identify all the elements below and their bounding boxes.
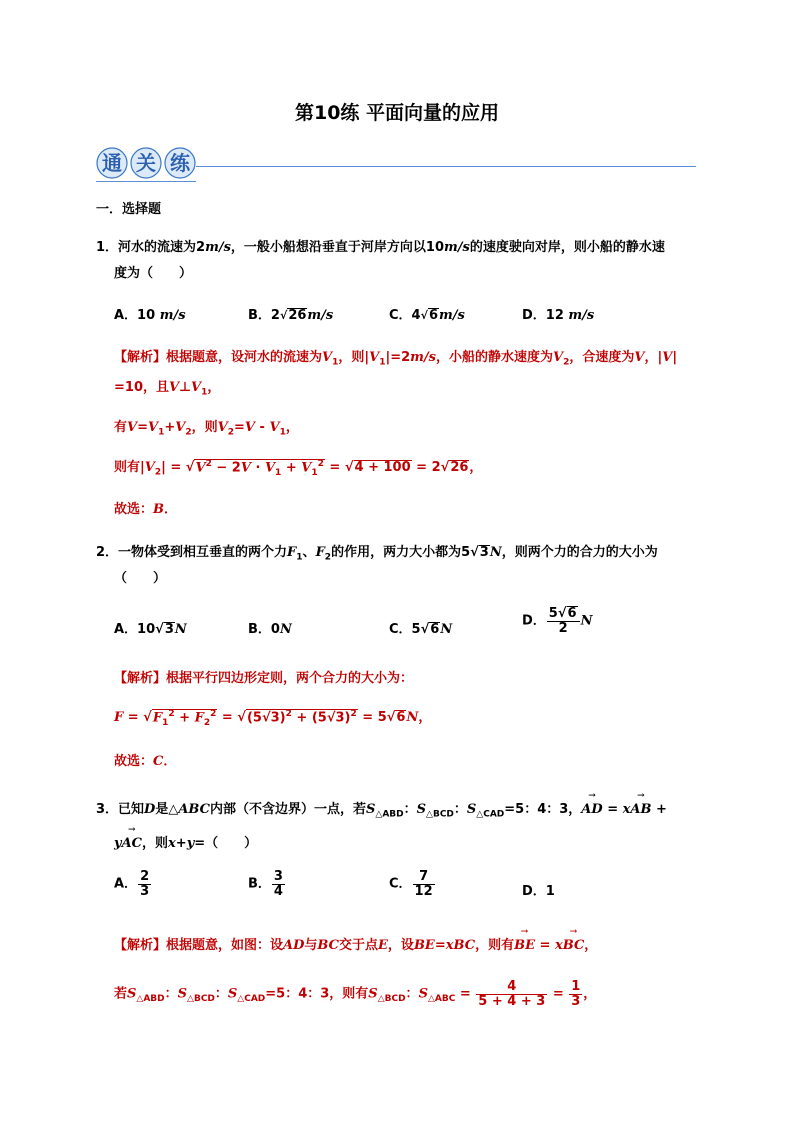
section-heading: 一．选择题 — [96, 202, 162, 217]
svg-text:关: 关 — [136, 151, 156, 175]
q1-stem-line2: 度为（ ） — [114, 266, 193, 281]
svg-text:练: 练 — [170, 151, 190, 175]
q3-solution-line1: 【解析】根据题意，如图：设AD与BC交于点E，设BE=xBC，则有→ BE = x→ BC， — [114, 934, 597, 953]
q1-solution-line2: =10，且$V\perp V_1$， — [114, 380, 221, 398]
q2-option-d[interactable]: D． $\frac{5√6}{2}$ N — [522, 606, 593, 637]
q1-option-d[interactable]: D．12 m/s — [522, 308, 595, 323]
q1-solution-line4: 则有$|V_2| = √V^2 - 2V \cdot V_1 + V_1^2 = √4 + 100 = 2√26$， — [114, 458, 483, 478]
q2-solution-line2: $F = √F_1^2 + F_2^2 = √(5√3)^2 + (5√3)^2 = 5√6N$， — [114, 708, 432, 728]
q3-option-b[interactable]: B． $\frac{3}{4}$ — [248, 869, 283, 899]
q1-stem-line1: 1．河水的流速为2m/s，一般小船想沿垂直于河岸方向以10m/s的速度驶向对岸，则小船的静水速 — [96, 240, 665, 255]
q1-option-a[interactable]: A．10 m/s — [114, 308, 186, 323]
q3-stem-line1: 3．已知D是△ABC内部（不含边界）一点，若$S_{\triangle ABD}$：$S_{\triangle BCD}$：$S_{\triangle CAD}=5$：4：3，→ AD = x→ AB + — [96, 798, 667, 820]
q1-option-b[interactable]: B．2√26m/s — [248, 308, 334, 323]
svg-text:通: 通 — [102, 151, 122, 175]
q2-solution-line1: 【解析】根据平行四边形定则，两个合力的大小为： — [114, 671, 414, 686]
q3-solution-line2: 若$S_{\triangle ABD}$：$S_{\triangle BCD}$：$S_{\triangle CAD}=5$：4：3，则有$S_{\triangle BCD}$：$S_{\triangle ABC}$ = $\frac{4}{5 + 4 + 3}$ = $\frac{1}{3}$ ， — [114, 979, 597, 1009]
q3-option-c[interactable]: C． $\frac{7}{12}$ — [389, 869, 433, 899]
q2-stem-line1: 2．一物体受到相互垂直的两个力$F_1$、$F_2$的作用，两力大小都为5√3N，则两个力的合力的大小为 — [96, 545, 658, 563]
q1-solution-line3: 有$V=V_1+V_2$，则$V_2=V - V_1$， — [114, 420, 299, 438]
q3-option-a[interactable]: A． $\frac{2}{3}$ — [114, 869, 150, 899]
q2-option-c[interactable]: C．5√6N — [389, 622, 453, 637]
badge-logo — [96, 146, 196, 180]
q3-option-d[interactable]: D．1 — [522, 884, 555, 899]
badge-underline — [96, 181, 196, 182]
q1-solution-line1: 【解析】根据题意，设河水的流速为$V_1$，则$|V_1|=2m/s$，小船的静水速度为$V_2$，合速度为V，|V| — [114, 350, 678, 368]
q1-solution-answer: 故选：B． — [114, 502, 178, 517]
q2-option-a[interactable]: A．10√3N — [114, 622, 187, 637]
page-title: 第10练 平面向量的应用 — [294, 102, 500, 124]
q3-stem-line2: y→ AC，则x+y=（ ） — [114, 832, 257, 851]
q2-solution-answer: 故选：C． — [114, 754, 177, 769]
q2-stem-line2: （ ） — [114, 571, 167, 586]
q1-option-c[interactable]: C．4√6m/s — [389, 308, 465, 323]
q2-option-b[interactable]: B．0N — [248, 622, 292, 637]
header-divider — [196, 166, 696, 167]
